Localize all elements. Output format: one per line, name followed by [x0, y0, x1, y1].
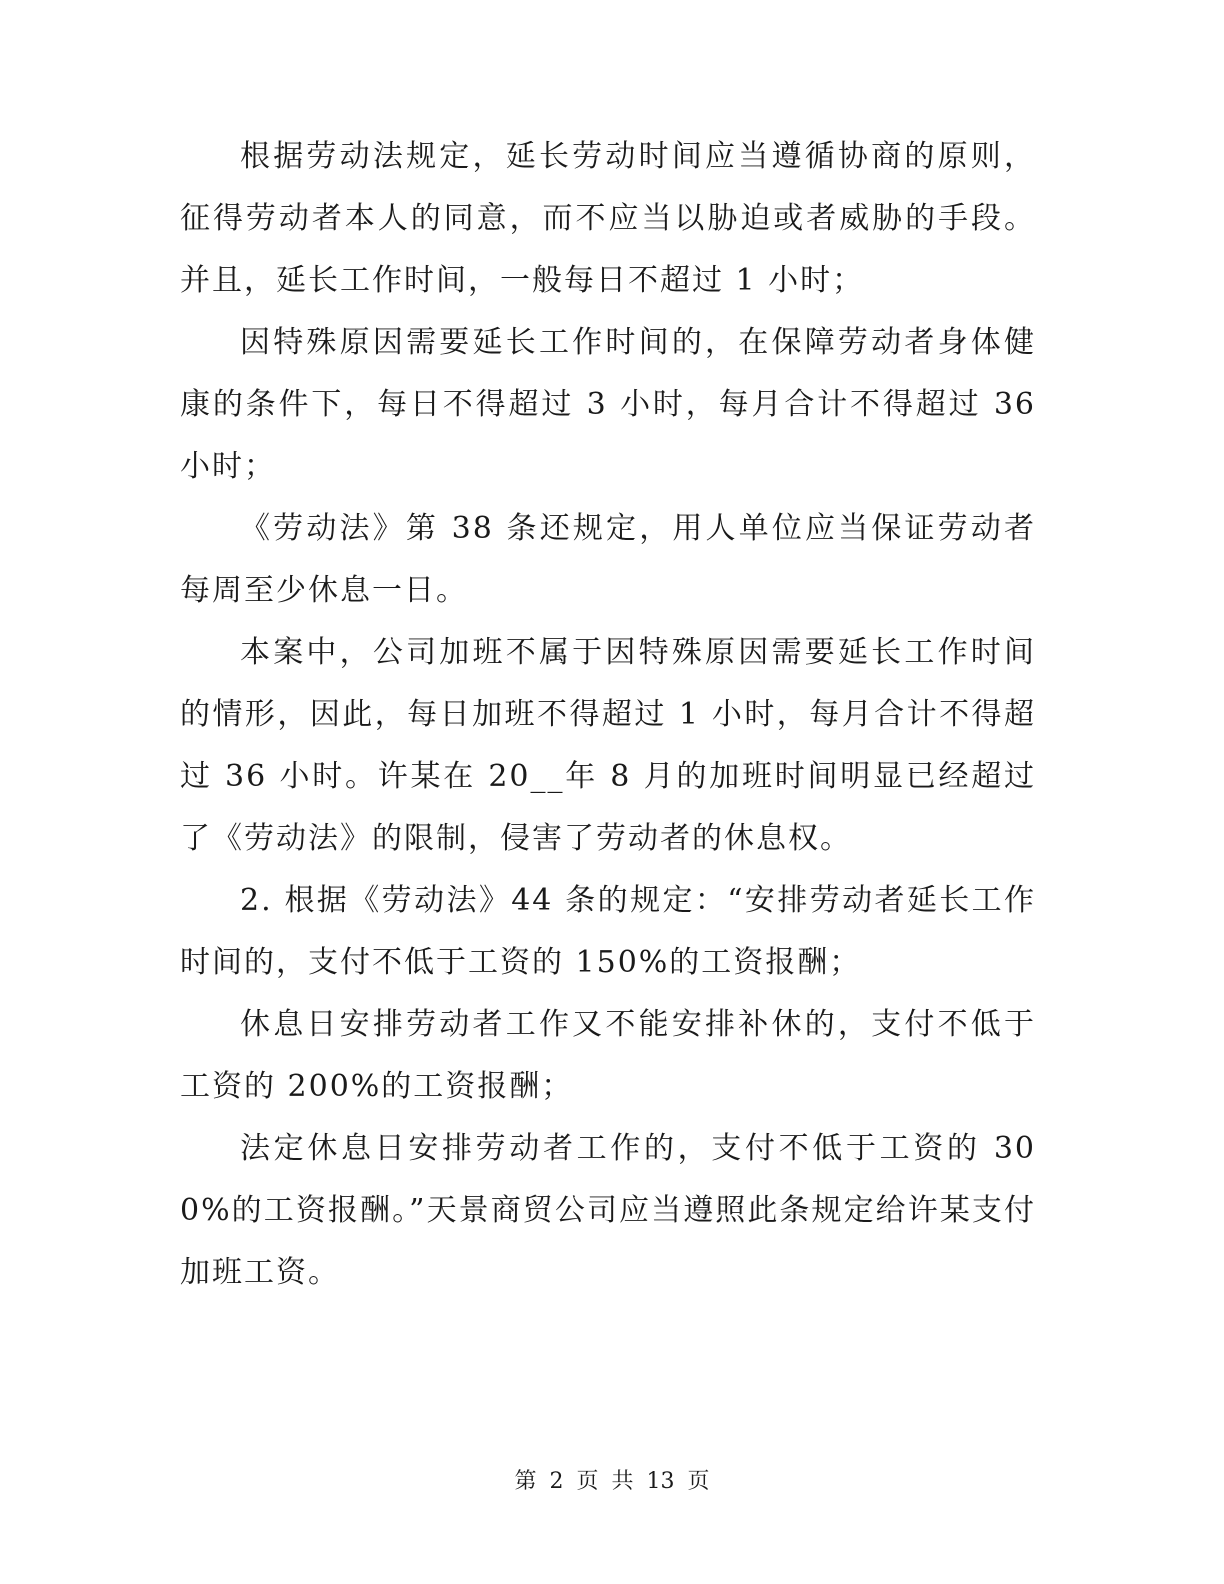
paragraph-overtime-principle: 根据劳动法规定，延长劳动时间应当遵循协商的原则，征得劳动者本人的同意，而不应当以胁迫或者威胁的手段。并且，延长工作时间，一般每日不超过 1 小时； [180, 139, 1036, 298]
paragraph-special-circumstances: 因特殊原因需要延长工作时间的，在保障劳动者身体健康的条件下，每日不得超过 3 小时，每月合计不得超过 36 小时； [180, 325, 1036, 484]
paragraph-weekly-rest: 《劳动法》第 38 条还规定，用人单位应当保证劳动者每周至少休息一日。 [180, 511, 1036, 608]
paragraph-article-44: 2. 根据《劳动法》44 条的规定：“安排劳动者延长工作时间的，支付不低于工资的 150%的工资报酬； [180, 883, 1036, 980]
paragraph-holiday-pay: 法定休息日安排劳动者工作的，支付不低于工资的 300%的工资报酬。”天景商贸公司应当遵照此条规定给许某支付加班工资。 [180, 1131, 1036, 1290]
paragraph-rest-day-pay: 休息日安排劳动者工作又不能安排补休的，支付不低于工资的 200%的工资报酬； [180, 1007, 1036, 1104]
document-body [180, 126, 1036, 1304]
page-number-footer: 第 2 页 共 13 页 [514, 1469, 710, 1494]
paragraph-case-analysis: 本案中，公司加班不属于因特殊原因需要延长工作时间的情形，因此，每日加班不得超过 1 小时，每月合计不得超过 36 小时。许某在 20__年 8 月的加班时间明显已经超过了《劳动法》的限制，侵害了劳动者的休息权。 [180, 635, 1036, 856]
